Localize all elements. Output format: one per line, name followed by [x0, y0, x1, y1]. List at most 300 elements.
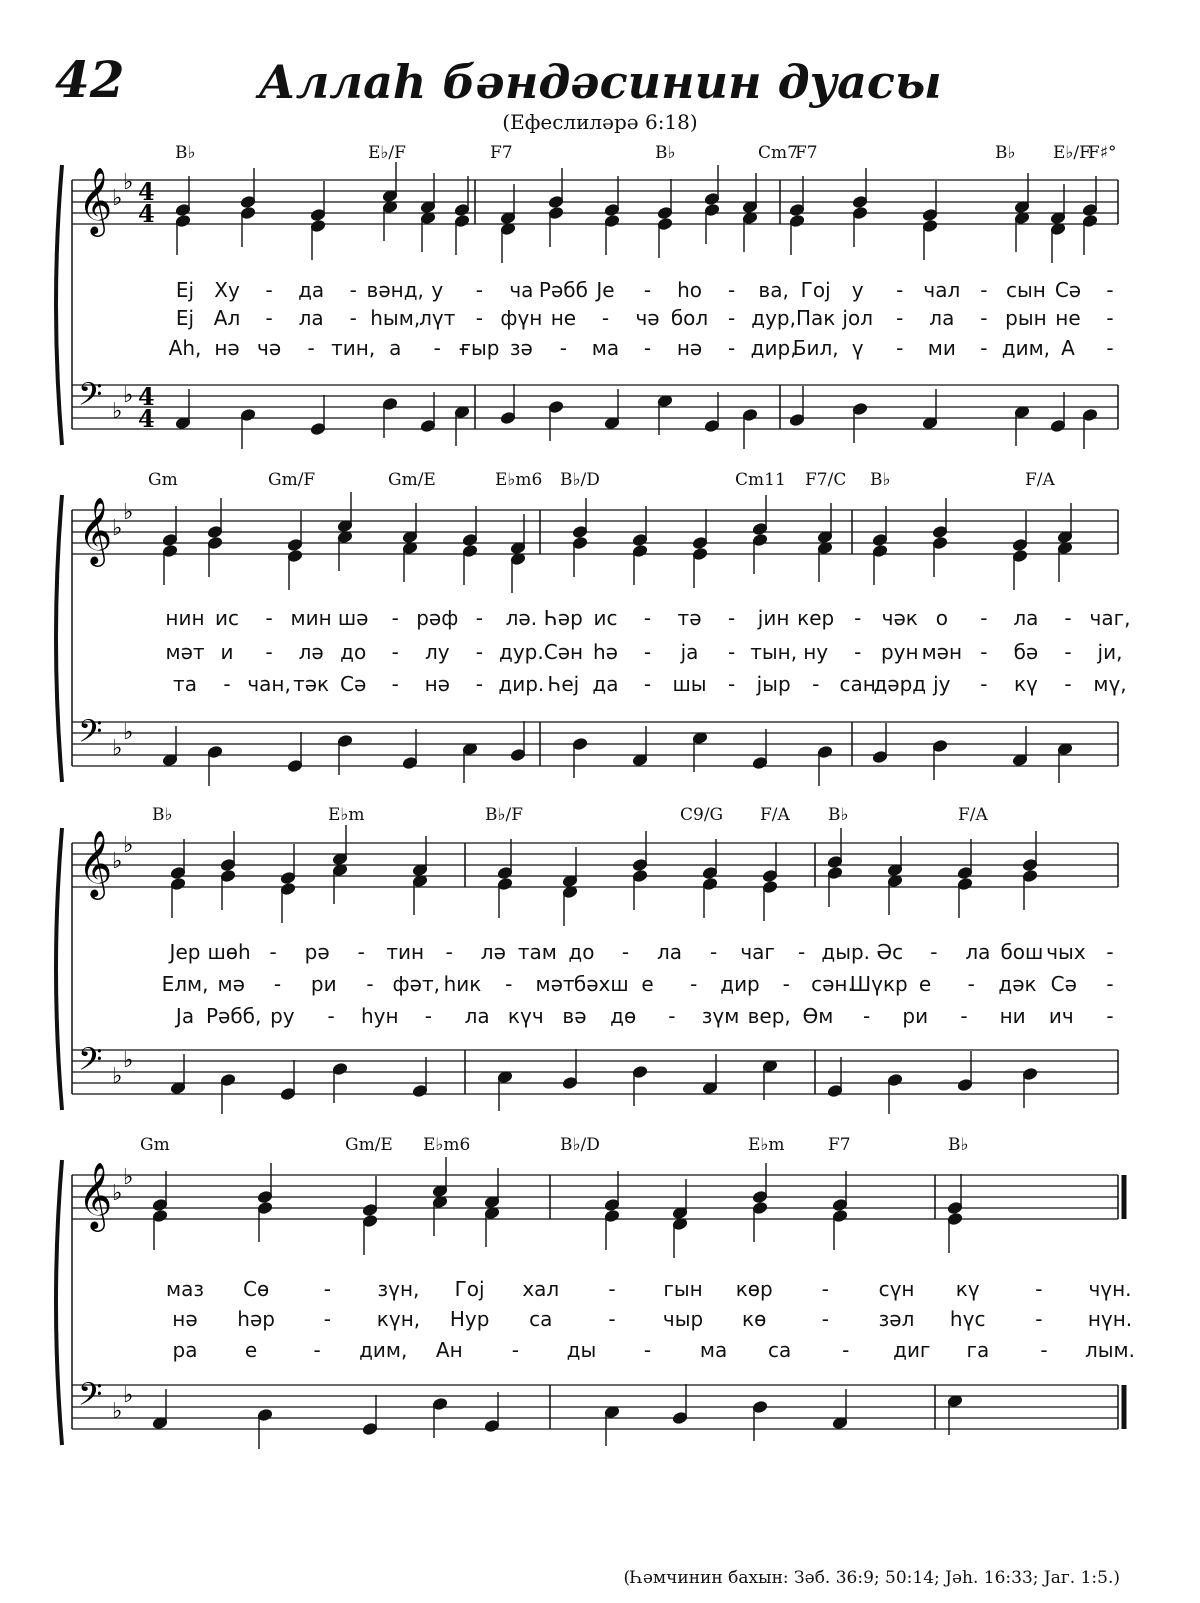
lyric-syllable: у — [431, 278, 444, 302]
key-flat-icon: ♭ — [123, 170, 134, 195]
key-flat-icon: ♭ — [123, 720, 134, 745]
key-flat-icon: ♭ — [112, 186, 123, 211]
key-flat-icon: ♭ — [112, 736, 123, 761]
lyric-syllable: лә. — [505, 606, 538, 630]
lyric-syllable: - — [1106, 306, 1114, 330]
lyric-syllable: вә — [562, 1004, 587, 1028]
lyric-syllable: сын — [1005, 278, 1046, 302]
lyric-syllable: - — [896, 336, 904, 360]
lyric-syllable: дир. — [498, 672, 545, 696]
lyric-syllable: һә — [592, 640, 618, 664]
lyric-syllable: Аһ, — [168, 336, 202, 360]
lyric-syllable: Сә — [340, 672, 367, 696]
lyric-syllable: - — [475, 606, 483, 630]
lyric-syllable: - — [1106, 972, 1114, 996]
lyric-syllable: там — [517, 940, 557, 964]
lyric-syllable: - — [930, 940, 938, 964]
lyric-syllable: зәл — [878, 1307, 915, 1331]
system-brace — [56, 1160, 62, 1445]
lyric-syllable: та — [173, 672, 197, 696]
lyric-syllable: - — [433, 336, 441, 360]
chord-symbol: E♭m — [748, 1135, 785, 1155]
lyric-syllable: ма — [591, 336, 620, 360]
lyric-syllable: о — [935, 606, 948, 630]
bass-staff — [72, 1385, 1118, 1429]
lyric-syllable: Сә — [1054, 278, 1082, 302]
treble-note — [672, 1217, 687, 1258]
lyric-syllable: у — [851, 278, 864, 302]
lyric-syllable: - — [445, 940, 453, 964]
lyric-syllable: нин — [165, 606, 205, 630]
lyric-syllable: - — [690, 972, 698, 996]
lyric-syllable: - — [327, 1004, 335, 1028]
lyric-syllable: дәк — [998, 972, 1037, 996]
lyric-syllable: Әс — [876, 940, 904, 964]
lyric-syllable: Гој — [454, 1277, 485, 1301]
lyric-syllable: - — [265, 640, 273, 664]
treble-note — [362, 1214, 377, 1255]
lyric-syllable: чүн. — [1088, 1277, 1132, 1301]
lyric-syllable: кү — [1013, 672, 1038, 696]
lyric-syllable: ла — [298, 306, 324, 330]
chord-symbol: Cm11 — [735, 470, 786, 490]
lyric-syllable: Еј — [175, 306, 195, 330]
lyric-syllable: мәт — [535, 972, 575, 996]
lyric-syllable: һун — [360, 1004, 399, 1028]
lyric-syllable: лә — [298, 640, 324, 664]
lyric-syllable: дир, — [750, 336, 797, 360]
treble-clef-icon: 𝄞 — [78, 496, 113, 564]
lyric-syllable: ла — [965, 940, 991, 964]
lyric-syllable: - — [608, 1277, 616, 1301]
lyric-syllable: лу — [424, 640, 450, 664]
lyric-syllable: - — [1064, 672, 1072, 696]
lyric-syllable: Јер — [169, 940, 201, 964]
lyric-syllable: лә — [480, 940, 506, 964]
lyric-syllable: кө — [742, 1307, 767, 1331]
chord-symbol: Gm — [140, 1135, 170, 1155]
key-flat-icon: ♭ — [112, 399, 123, 424]
lyric-syllable: нүн. — [1087, 1307, 1133, 1331]
lyric-syllable: - — [265, 606, 273, 630]
lyric-syllable: а — [389, 336, 402, 360]
lyric-syllable: тә — [677, 606, 702, 630]
lyric-syllable: - — [313, 1338, 321, 1362]
chord-symbol: B♭ — [152, 805, 173, 825]
lyric-syllable: - — [601, 306, 610, 330]
lyric-syllable: А — [1061, 336, 1075, 360]
lyric-syllable: са — [768, 1338, 792, 1362]
lyric-syllable: - — [424, 1004, 433, 1028]
lyric-syllable: - — [559, 336, 568, 360]
lyric-syllable: ла — [656, 940, 683, 964]
treble-note — [947, 1174, 962, 1215]
lyric-syllable: чаг, — [1089, 606, 1131, 630]
lyric-syllable: - — [349, 306, 357, 330]
chord-symbol: Gm — [148, 470, 178, 490]
lyric-syllable: јол — [842, 306, 874, 330]
chord-symbol: F/A — [1025, 470, 1055, 490]
bass-note — [832, 1389, 847, 1430]
lyric-syllable: - — [1064, 606, 1072, 630]
chord-symbol: F7 — [828, 1135, 851, 1155]
key-flat-icon: ♭ — [112, 1064, 123, 1089]
chord-symbol: B♭ — [175, 143, 196, 163]
lyric-syllable: - — [349, 278, 357, 302]
lyric-syllable: - — [643, 1338, 652, 1362]
chord-symbol: Cm7 — [758, 143, 798, 163]
lyric-syllable: Ал — [213, 306, 241, 330]
chord-symbol: F7/C — [805, 470, 847, 490]
key-flat-icon: ♭ — [112, 1181, 123, 1206]
lyric-syllable: ји, — [1097, 640, 1123, 664]
bass-note — [484, 1392, 499, 1433]
lyric-syllable: Еј — [175, 278, 195, 302]
lyric-syllable: - — [269, 940, 277, 964]
lyric-syllable: - — [323, 1307, 331, 1331]
lyric-syllable: - — [391, 672, 399, 696]
treble-note — [604, 1171, 619, 1212]
lyric-syllable: мин — [290, 606, 332, 630]
lyric-syllable: ис — [215, 606, 240, 630]
lyric-syllable: мә — [217, 972, 245, 996]
lyric-syllable: - — [854, 606, 862, 630]
lyric-syllable: јыр — [756, 672, 791, 696]
lyric-syllable: чаг — [740, 940, 775, 964]
lyric-syllable: ғыр — [459, 336, 500, 360]
lyric-syllable: Нур — [449, 1307, 490, 1331]
lyric-syllable: диг — [893, 1338, 931, 1362]
lyric-syllable: нә — [676, 336, 703, 360]
chord-symbol: B♭ — [870, 470, 891, 490]
lyric-syllable: мәт — [165, 640, 205, 664]
treble-clef-icon: 𝄞 — [78, 829, 113, 897]
lyric-syllable: ја — [680, 640, 699, 664]
lyric-syllable: е — [918, 972, 932, 996]
lyric-syllable: - — [1106, 336, 1114, 360]
lyric-syllable: фүн — [500, 306, 543, 330]
treble-note — [672, 1179, 687, 1220]
lyric-syllable: ү — [851, 336, 864, 360]
treble-clef-icon: 𝄞 — [78, 1161, 113, 1229]
lyric-syllable: кер — [797, 606, 835, 630]
lyric-syllable: рын — [1005, 306, 1047, 330]
lyric-syllable: дим, — [359, 1338, 408, 1362]
treble-clef-icon: 𝄞 — [78, 166, 113, 234]
lyric-syllable: зүм — [701, 1004, 740, 1028]
treble-note — [752, 1163, 767, 1204]
lyric-syllable: - — [980, 278, 988, 302]
chord-symbol: B♭/D — [560, 470, 600, 490]
lyric-syllable: - — [668, 1004, 676, 1028]
lyric-syllable: - — [1035, 1277, 1043, 1301]
lyric-syllable: - — [265, 306, 273, 330]
lyric-syllable: сан — [839, 672, 876, 696]
chord-symbol: B♭/F — [485, 805, 524, 825]
lyric-syllable: дө — [610, 1004, 637, 1028]
lyric-syllable: - — [1035, 1307, 1043, 1331]
lyric-syllable: - — [980, 606, 988, 630]
lyric-syllable: ла — [464, 1004, 490, 1028]
lyric-syllable: - — [862, 1004, 871, 1028]
chord-symbol: E♭m — [328, 805, 365, 825]
lyric-syllable: - — [812, 672, 820, 696]
lyric-syllable: ри — [902, 1004, 929, 1028]
lyric-syllable: - — [366, 972, 374, 996]
lyric-syllable: рә — [304, 940, 330, 964]
lyric-syllable: зүн, — [377, 1277, 420, 1301]
lyric-syllable: - — [391, 640, 399, 664]
lyric-syllable: ич — [1048, 1004, 1074, 1028]
treble-note — [752, 1201, 767, 1242]
time-signature: 4 — [138, 177, 155, 206]
lyric-syllable: до — [340, 640, 367, 664]
lyric-syllable: - — [821, 1277, 829, 1301]
lyric-syllable: - — [643, 336, 652, 360]
treble-note — [152, 1171, 167, 1212]
hymn-number: 42 — [55, 50, 125, 109]
lyric-syllable: - — [727, 672, 736, 696]
lyric-syllable: Рәбб — [538, 278, 588, 302]
lyric-syllable: - — [391, 606, 399, 630]
lyric-syllable: - — [475, 306, 483, 330]
lyric-syllable: га — [966, 1338, 990, 1362]
lyric-syllable: чал — [923, 278, 961, 302]
lyric-syllable: мән — [921, 640, 963, 664]
lyric-syllable: не — [550, 306, 577, 330]
bass-note — [604, 1405, 619, 1446]
chord-symbol: Gm/F — [268, 470, 316, 490]
lyric-syllable: е — [244, 1338, 258, 1362]
key-flat-icon: ♭ — [123, 833, 134, 858]
lyric-syllable: - — [980, 336, 988, 360]
lyric-syllable: Сә — [1050, 972, 1077, 996]
lyric-syllable: зә — [509, 336, 533, 360]
chord-symbol: F7 — [795, 143, 818, 163]
key-flat-icon: ♭ — [112, 516, 123, 541]
cross-references: (Һәмчинин бахын: Зәб. 36:9; 50:14; Јәһ. 16:33; Јаг. 1:5.) — [623, 1568, 1120, 1588]
chord-symbol: E♭/F — [368, 143, 406, 163]
treble-note — [257, 1201, 272, 1242]
lyric-syllable: мү, — [1093, 672, 1127, 696]
bass-clef-icon: 𝄢 — [78, 1041, 103, 1085]
lyric-syllable: чыр — [662, 1307, 704, 1331]
lyric-syllable: - — [643, 606, 652, 630]
lyric-syllable: - — [608, 1307, 616, 1331]
key-flat-icon: ♭ — [112, 1399, 123, 1424]
treble-note — [432, 1195, 447, 1236]
lyric-syllable: - — [273, 972, 282, 996]
time-signature: 4 — [138, 382, 155, 411]
bass-clef-icon: 𝄢 — [78, 1376, 103, 1420]
lyric-syllable: - — [709, 940, 718, 964]
key-flat-icon: ♭ — [123, 383, 134, 408]
lyric-syllable: нә — [214, 336, 240, 360]
chord-symbol: E♭m6 — [423, 1135, 471, 1155]
lyric-syllable: рун — [880, 640, 919, 664]
lyric-syllable: дур. — [499, 640, 544, 664]
lyric-syllable: көр — [735, 1277, 773, 1301]
lyric-syllable: Сө — [243, 1277, 270, 1301]
lyric-syllable: бош — [1000, 940, 1044, 964]
key-flat-icon: ♭ — [123, 1383, 134, 1408]
lyric-syllable: - — [475, 640, 483, 664]
time-signature: 4 — [138, 404, 155, 433]
lyric-syllable: - — [621, 940, 630, 964]
lyric-syllable: - — [511, 1338, 519, 1362]
lyric-syllable: - — [643, 278, 652, 302]
lyric-syllable: тин, — [331, 336, 376, 360]
lyric-syllable: тин — [386, 940, 425, 964]
lyric-syllable: - — [842, 1338, 850, 1362]
lyric-syllable: е — [641, 972, 654, 996]
key-flat-icon: ♭ — [112, 849, 123, 874]
lyric-syllable: - — [980, 672, 988, 696]
lyric-syllable: шә — [337, 606, 369, 630]
key-flat-icon: ♭ — [123, 500, 134, 525]
lyric-syllable: не — [1055, 306, 1081, 330]
treble-note — [484, 1206, 499, 1247]
lyric-syllable: - — [896, 278, 904, 302]
lyric-syllable: - — [265, 278, 273, 302]
lyric-syllable: - — [980, 306, 988, 330]
chord-symbol: F/A — [760, 805, 790, 825]
lyric-syllable: ра — [172, 1338, 198, 1362]
lyric-syllable: Ан — [435, 1338, 463, 1362]
lyric-syllable: һик — [443, 972, 482, 996]
lyric-syllable: да — [592, 672, 619, 696]
chord-symbol: E♭m6 — [495, 470, 543, 490]
lyric-syllable: шөһ — [207, 940, 251, 964]
lyric-syllable: - — [727, 278, 736, 302]
lyric-syllable: - — [475, 672, 483, 696]
lyric-syllable: дир — [720, 972, 760, 996]
lyric-syllable: ју — [933, 672, 951, 696]
lyric-syllable: Пак — [795, 306, 836, 330]
lyric-syllable: лым. — [1084, 1338, 1136, 1362]
lyric-syllable: дур, — [751, 306, 796, 330]
lyric-syllable: - — [643, 672, 652, 696]
lyric-syllable: чых — [1046, 940, 1086, 964]
bass-clef-icon: 𝄢 — [78, 713, 103, 757]
treble-note — [257, 1163, 272, 1204]
treble-note — [832, 1171, 847, 1212]
lyric-syllable: бәхш — [573, 972, 629, 996]
lyric-syllable: - — [727, 336, 736, 360]
treble-note — [152, 1209, 167, 1250]
lyric-syllable: Өм — [802, 1004, 834, 1028]
lyric-syllable: Елм, — [161, 972, 209, 996]
lyric-syllable: дәрд — [873, 672, 927, 696]
lyric-syllable: нә — [424, 672, 450, 696]
lyric-syllable: - — [980, 640, 988, 664]
treble-note — [362, 1176, 377, 1217]
lyric-syllable: һәр — [237, 1307, 275, 1331]
chord-symbol: C9/G — [680, 805, 724, 825]
chord-symbol: B♭ — [995, 143, 1016, 163]
lyric-syllable: ру — [270, 1004, 295, 1028]
lyric-syllable: тәк — [293, 672, 330, 696]
lyric-syllable: ча — [509, 278, 534, 302]
lyric-syllable: - — [357, 940, 365, 964]
lyric-syllable: һо — [677, 278, 702, 302]
lyric-syllable: и — [220, 640, 234, 664]
lyric-syllable: нә — [172, 1307, 198, 1331]
lyric-syllable: - — [854, 640, 862, 664]
lyric-syllable: Бил, — [792, 336, 839, 360]
lyric-syllable: кү — [955, 1277, 980, 1301]
chord-symbol: B♭/D — [560, 1135, 600, 1155]
lyric-syllable: - — [643, 640, 652, 664]
treble-note — [832, 1209, 847, 1250]
lyric-syllable: - — [475, 278, 483, 302]
lyric-syllable: - — [223, 672, 231, 696]
lyric-syllable: вәнд, — [366, 278, 424, 302]
treble-note — [432, 1157, 447, 1198]
lyric-syllable: тын, — [750, 640, 798, 664]
lyric-syllable: - — [967, 972, 975, 996]
lyric-syllable: - — [727, 306, 736, 330]
time-signature: 4 — [138, 199, 155, 228]
lyric-syllable: Рәбб, — [205, 1004, 262, 1028]
bass-note — [152, 1389, 167, 1430]
lyric-syllable: - — [727, 640, 736, 664]
bass-note — [362, 1395, 377, 1436]
lyric-syllable: рәф — [416, 606, 459, 630]
lyric-syllable: шы — [672, 672, 707, 696]
lyric-syllable: ва, — [758, 278, 789, 302]
lyric-syllable: - — [798, 940, 806, 964]
bass-clef-icon: 𝄢 — [78, 376, 103, 420]
key-flat-icon: ♭ — [123, 1048, 134, 1073]
lyric-syllable: - — [1106, 1004, 1114, 1028]
chord-symbol: B♭ — [655, 143, 676, 163]
lyric-syllable: - — [1040, 1338, 1048, 1362]
lyric-syllable: күн, — [376, 1307, 421, 1331]
lyric-syllable: дыр. — [821, 940, 871, 964]
lyric-syllable: до — [568, 940, 595, 964]
lyric-syllable: маз — [166, 1277, 204, 1301]
bass-note — [672, 1384, 687, 1425]
lyric-syllable: чан, — [247, 672, 291, 696]
lyric-syllable: ма — [699, 1338, 728, 1362]
lyric-syllable: ла — [1013, 606, 1039, 630]
chord-symbol: E♭/F — [1053, 143, 1091, 163]
lyric-syllable: - — [505, 972, 513, 996]
lyric-syllable: ла — [929, 306, 955, 330]
lyric-syllable: Ја — [175, 1004, 195, 1028]
bass-note — [752, 1400, 767, 1441]
hymn-title: Аллаһ бәндәсинин дуасы — [258, 55, 942, 109]
chord-symbol: F♯° — [1088, 143, 1117, 163]
lyric-syllable: - — [307, 336, 315, 360]
lyric-syllable: - — [821, 1307, 829, 1331]
lyric-syllable: - — [960, 1004, 968, 1028]
lyric-syllable: - — [323, 1277, 331, 1301]
lyric-syllable: хал — [522, 1277, 560, 1301]
scripture-reference: (Ефеслиләрә 6:18) — [502, 110, 698, 134]
treble-note — [604, 1209, 619, 1250]
chord-symbol: F/A — [958, 805, 988, 825]
lyric-syllable: да — [298, 278, 325, 302]
chord-symbol: F7 — [490, 143, 513, 163]
chord-symbol: B♭ — [948, 1135, 969, 1155]
lyric-syllable: Һәр — [544, 606, 583, 630]
lyric-syllable: ми — [927, 336, 956, 360]
lyric-syllable: ис — [593, 606, 618, 630]
lyric-syllable: - — [782, 972, 790, 996]
lyric-syllable: - — [1064, 640, 1072, 664]
